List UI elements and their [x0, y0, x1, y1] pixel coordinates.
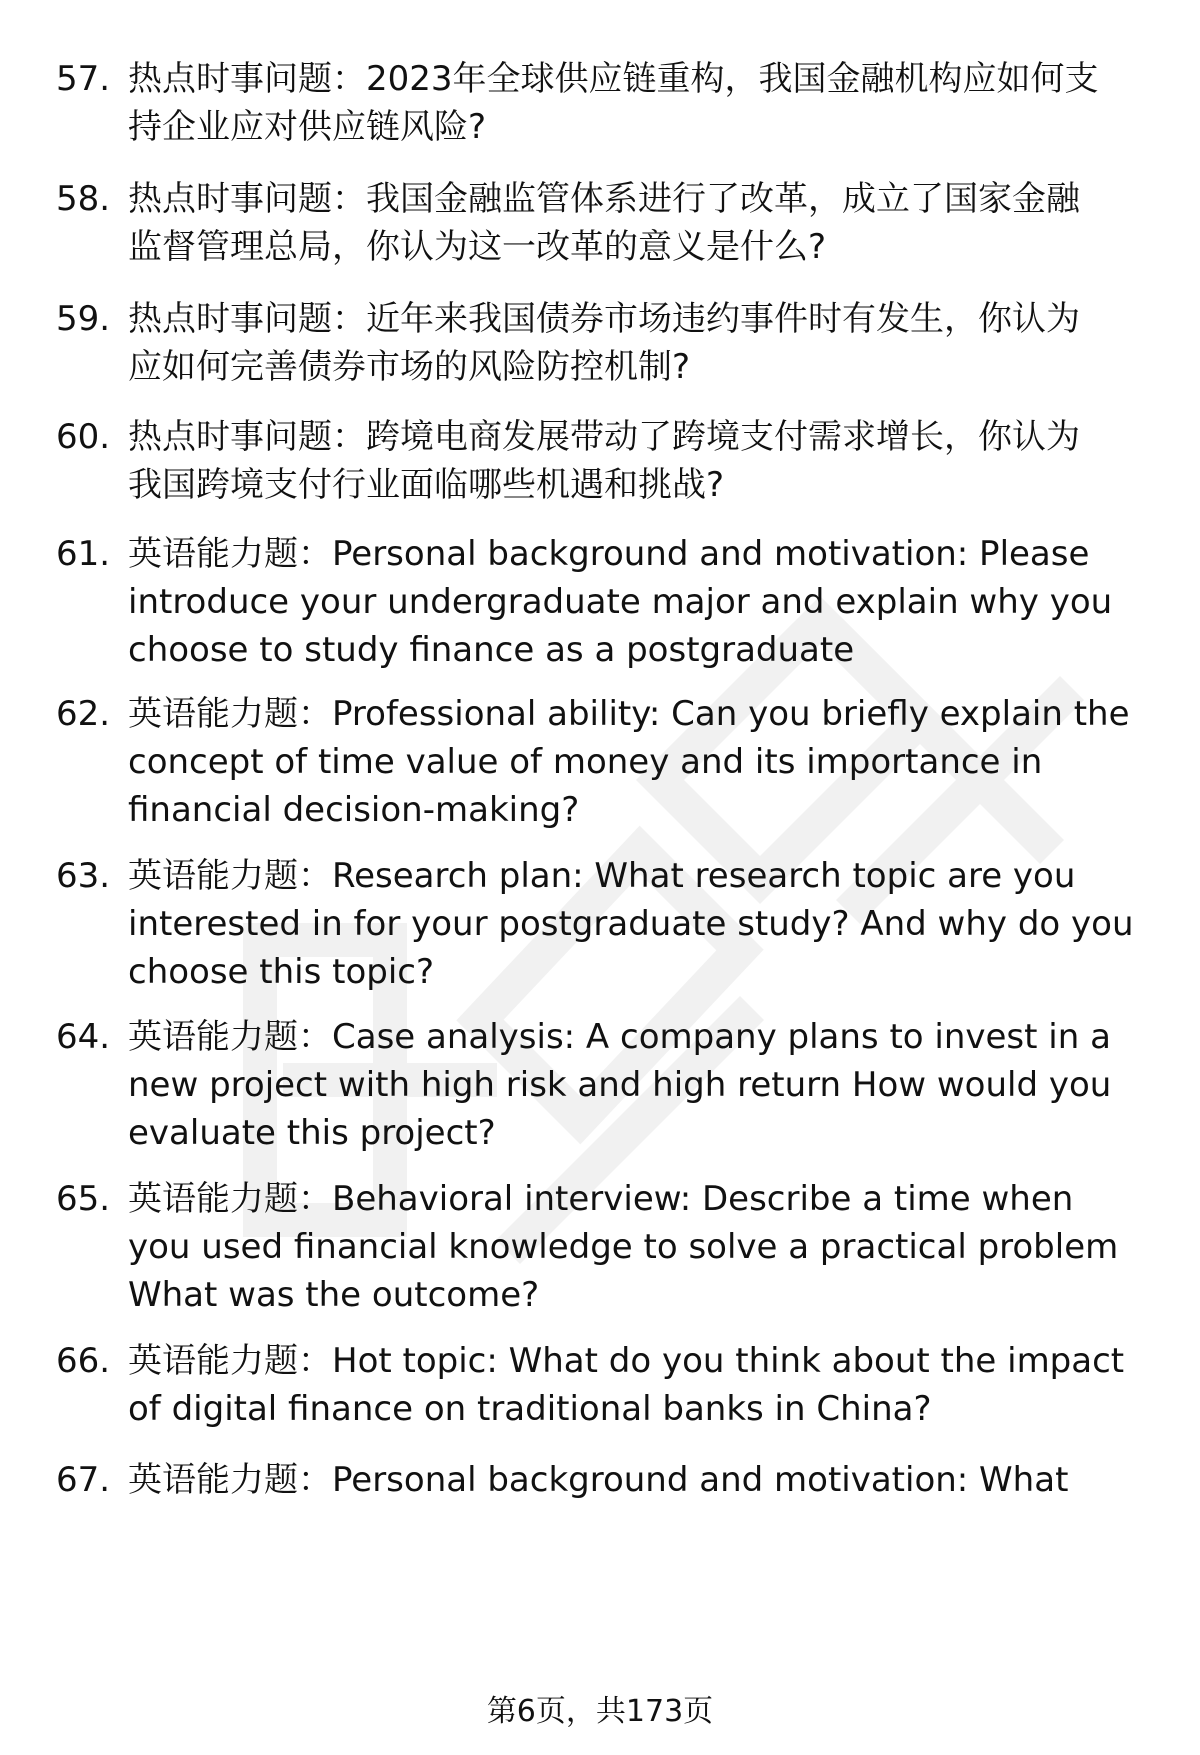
question-text: 热点时事问题：跨境电商发展带动了跨境支付需求增长，你认为 我国跨境支付行业面临哪些机遇和挑战?: [128, 417, 1080, 505]
question-number: 65.: [56, 1179, 111, 1219]
question-number: 60.: [56, 417, 111, 457]
question-number: 59.: [56, 299, 111, 339]
question-text: 英语能力题：Personal background and motivation: Please introduce your undergraduate major and explain why you choose to study finance as a postgraduate: [128, 534, 1113, 670]
question-number: 64.: [56, 1017, 111, 1057]
question-number: 61.: [56, 534, 111, 574]
question-number: 63.: [56, 856, 111, 896]
question-text: 英语能力题：Behavioral interview: Describe a time when you used financial knowledge to solve a practical problem What was the outcome?: [128, 1179, 1119, 1315]
question-number: 66.: [56, 1341, 111, 1381]
question-number: 57.: [56, 59, 111, 99]
question-text: 热点时事问题：近年来我国债券市场违约事件时有发生，你认为 应如何完善债券市场的风险防控机制?: [128, 299, 1080, 387]
question-text: 英语能力题：Hot topic: What do you think about the impact of digital finance on traditional banks in China?: [128, 1341, 1125, 1429]
question-text: 英语能力题：Case analysis: A company plans to invest in a new project with high risk and high return How would you evaluate this project?: [128, 1017, 1112, 1153]
page-footer: 第6页，共173页: [486, 1694, 714, 1729]
question-text: 热点时事问题：我国金融监管体系进行了改革，成立了国家金融 监督管理总局，你认为这一改革的意义是什么?: [128, 179, 1080, 267]
question-number: 62.: [56, 694, 111, 734]
question-text: 英语能力题：Professional ability: Can you briefly explain the concept of time value of money and its importance in financial decision-making?: [128, 694, 1130, 830]
question-number: 58.: [56, 179, 111, 219]
question-text: 热点时事问题：2023年全球供应链重构，我国金融机构应如何支 持企业应对供应链风险?: [128, 59, 1099, 147]
question-number: 67.: [56, 1460, 111, 1500]
question-text: 英语能力题：Personal background and motivation: What: [128, 1460, 1069, 1500]
question-text: 英语能力题：Research plan: What research topic are you interested in for your postgraduate study? And why do you choose this topic?: [128, 856, 1134, 992]
